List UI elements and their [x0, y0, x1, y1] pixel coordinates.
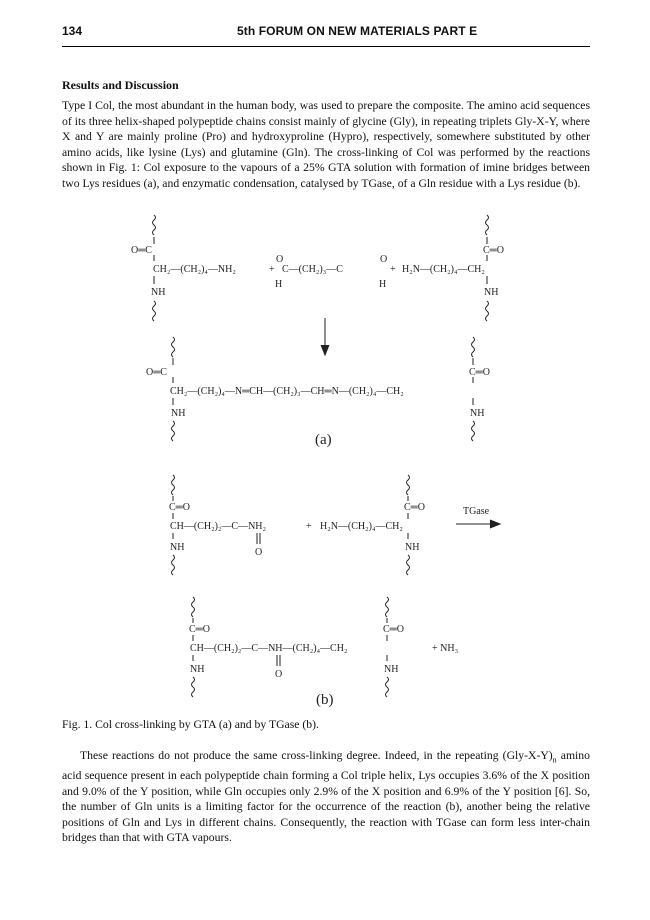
amide-oxygen: O — [275, 669, 283, 680]
nh-left: NH — [171, 408, 186, 419]
carbonyl: C═O — [169, 502, 190, 513]
arrow-head — [490, 520, 500, 528]
paragraph-1: Type I Col, the most abundant in the human body, was used to prepare the composite. The amino acid sequences of its three helix-shaped polypeptide chains consist mainly of glycine (Gly), in repeating triplets Gly-X-Y, where X and Y are mainly proline (Pro) and hydroxyproline (Hypro), respectively, somewhere substituted by other amino acids, like lysine (Lys) and glutamine (Gln). The cross-linking of Col was performed by the reactions shown in Fig. 1: Col exposure to the vapours of a 25% GTA solution with formation of imine bridges between two Lys residues (a), and enzymatic condensation, catalysed by TGase, of a Gln residue with a Lys residue (b). — [62, 99, 590, 190]
lys-chain-right: H₂N—(CH₂)₄—CH₂ — [402, 264, 485, 275]
reaction-b-product — [189, 597, 458, 708]
ammonia-byproduct: + NH₃ — [432, 643, 459, 654]
amide-oxygen: O — [255, 547, 263, 558]
carbonyl-left: O═C — [146, 367, 167, 378]
chain-wavy-line — [172, 421, 175, 441]
carbonyl: C═O — [404, 502, 425, 513]
page-number: 134 — [62, 24, 83, 38]
plus-sign-1: + — [269, 264, 275, 275]
chain-wavy-line — [192, 677, 195, 697]
nh: NH — [384, 664, 399, 675]
chain-wavy-line — [192, 597, 195, 617]
reaction-b-reactants — [169, 475, 500, 575]
chain-wavy-line — [153, 215, 156, 235]
carbonyl-left: O═C — [131, 245, 152, 256]
carbonyl-right: C═O — [483, 245, 504, 256]
lys-chain-left: CH₂—(CH₂)₄—NH₂ — [153, 264, 236, 275]
chain-wavy-line — [486, 301, 489, 321]
paragraph-2 — [62, 748, 590, 846]
nh: NH — [405, 542, 420, 553]
imine-bridge-product: CH₂—(CH₂)₄—N═CH—(CH₂)₃—CH═N—(CH₂)₄—CH₂ — [170, 386, 404, 397]
lys-residue: H₂N—(CH₂)₄—CH₂ — [320, 521, 403, 532]
chain-wavy-line — [153, 301, 156, 321]
gln-residue: CH—(CH₂)₂—C—NH₂ — [170, 521, 267, 532]
page-header — [62, 22, 590, 44]
nh-left: NH — [151, 287, 166, 298]
label-b: (b) — [316, 692, 334, 708]
chain-wavy-line — [407, 555, 410, 575]
chain-wavy-line — [407, 475, 410, 495]
chain-wavy-line — [172, 337, 175, 357]
nh: NH — [170, 542, 185, 553]
reaction-a-reactants — [131, 215, 504, 321]
gta-hydrogen-right: H — [379, 279, 387, 290]
label-a: (a) — [315, 432, 332, 448]
arrow-head — [321, 345, 329, 355]
plus-sign: + — [306, 521, 312, 532]
chain-wavy-line — [172, 475, 175, 495]
chain-wavy-line — [386, 677, 389, 697]
plus-sign-2: + — [390, 264, 396, 275]
chain-wavy-line — [386, 597, 389, 617]
enzyme-label: TGase — [463, 506, 490, 517]
gta-oxygen-right: O — [380, 254, 388, 265]
reaction-a-product — [146, 337, 490, 448]
nh: NH — [190, 664, 205, 675]
gta-oxygen-left: O — [276, 254, 284, 265]
carbonyl: C═O — [189, 624, 210, 635]
paragraph-2-part-1: These reactions do not produce the same cross-linking degree. Indeed, in the repeating (Gly-X-Y) — [80, 749, 553, 762]
chain-wavy-line — [486, 215, 489, 235]
running-title: 5th FORUM ON NEW MATERIALS PART E — [237, 24, 478, 38]
carbonyl: C═O — [383, 624, 404, 635]
nh-right: NH — [470, 408, 485, 419]
carbonyl-right: C═O — [469, 367, 490, 378]
glutaraldehyde: C—(CH₂)₃—C — [282, 264, 343, 275]
nh-right: NH — [484, 287, 499, 298]
subscript-n: n — [552, 755, 557, 765]
section-title: Results and Discussion — [62, 78, 179, 92]
chain-wavy-line — [172, 555, 175, 575]
paragraph-2-part-2: amino acid sequence present in each polypeptide chain forming a Col triple helix, Lys occupies 3.6% of the X position and 9.0% of the Y position, while Gln occupies only 2.9% of the X position and 6.9% of the Y position [6]. So, the number of Gln units is a limiting factor for the occurrence of the reaction (b), another being the relative positions of Gln and Lys in different chains. Consequently, the reaction with TGase can form less inter-chain bridges than that with GTA vapours. — [62, 749, 590, 845]
chain-wavy-line — [472, 421, 475, 441]
reaction-scheme-figure — [0, 205, 650, 710]
header-rule — [62, 46, 590, 47]
figure-caption: Fig. 1. Col cross-linking by GTA (a) and by TGase (b). — [62, 718, 319, 731]
isopeptide-product: CH—(CH₂)₂—C—NH—(CH₂)₄—CH₂ — [190, 643, 348, 654]
gta-hydrogen-left: H — [275, 279, 283, 290]
chain-wavy-line — [472, 337, 475, 357]
